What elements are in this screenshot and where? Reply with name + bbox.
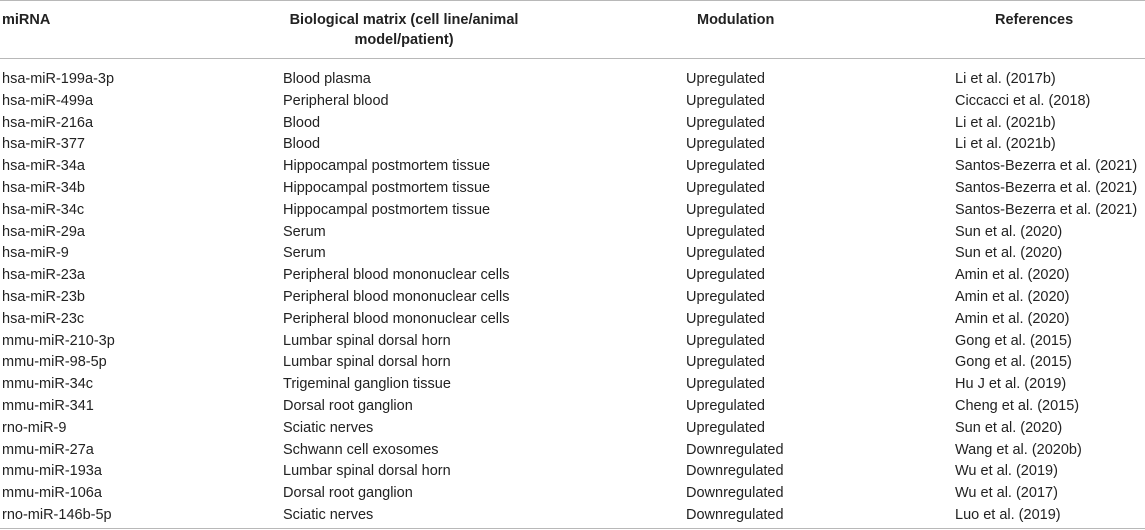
cell-mirna: hsa-miR-29a	[2, 223, 85, 240]
cell-reference: Ciccacci et al. (2018)	[955, 92, 1091, 109]
cell-modulation: Upregulated	[686, 114, 765, 131]
cell-mirna: mmu-miR-210-3p	[2, 332, 115, 349]
cell-biological-matrix: Lumbar spinal dorsal horn	[283, 332, 451, 349]
cell-modulation: Upregulated	[686, 92, 765, 109]
cell-biological-matrix: Dorsal root ganglion	[283, 397, 413, 414]
cell-mirna: hsa-miR-199a-3p	[2, 71, 115, 87]
cell-reference: Luo et al. (2019)	[955, 506, 1061, 523]
cell-modulation: Upregulated	[686, 179, 765, 196]
cell-biological-matrix: Dorsal root ganglion	[283, 485, 413, 502]
cell-modulation: Upregulated	[686, 71, 765, 87]
cell-modulation: Upregulated	[686, 267, 765, 284]
cell-mirna: mmu-miR-193a	[2, 463, 102, 480]
cell-biological-matrix: Blood	[283, 114, 321, 131]
cell-modulation: Upregulated	[686, 158, 765, 175]
cell-reference: Santos-Bezerra et al. (2021)	[955, 179, 1138, 196]
table-row	[0, 352, 1145, 374]
cell-reference: Santos-Bezerra et al. (2021)	[955, 201, 1138, 218]
cell-biological-matrix: Schwann cell exosomes	[283, 441, 439, 458]
header-references: References	[995, 12, 1074, 28]
cell-modulation: Downregulated	[686, 506, 784, 523]
cell-modulation: Upregulated	[686, 354, 765, 371]
header-biological-matrix: Biological matrix (cell line/animal model/patient)	[289, 12, 519, 48]
header-divider-rule	[0, 58, 1145, 59]
cell-modulation: Upregulated	[686, 201, 765, 218]
cell-modulation: Downregulated	[686, 441, 784, 458]
cell-biological-matrix: Sciatic nerves	[283, 506, 374, 523]
cell-modulation: Upregulated	[686, 397, 765, 414]
header-modulation: Modulation	[697, 12, 775, 28]
cell-modulation: Upregulated	[686, 310, 765, 327]
cell-reference: Wu et al. (2017)	[955, 485, 1058, 502]
cell-biological-matrix: Hippocampal postmortem tissue	[283, 179, 491, 196]
table-row	[0, 69, 1145, 91]
cell-reference: Gong et al. (2015)	[955, 354, 1072, 371]
cell-mirna: mmu-miR-34c	[2, 376, 94, 393]
table-body	[0, 69, 1145, 527]
cell-mirna: hsa-miR-23c	[2, 310, 85, 327]
table-row	[0, 309, 1145, 331]
table-row	[0, 243, 1145, 265]
table-row	[0, 483, 1145, 505]
cell-modulation: Upregulated	[686, 245, 765, 262]
table-row	[0, 440, 1145, 462]
table-row	[0, 200, 1145, 222]
cell-biological-matrix: Serum	[283, 245, 326, 262]
cell-biological-matrix: Lumbar spinal dorsal horn	[283, 354, 451, 371]
cell-reference: Sun et al. (2020)	[955, 419, 1063, 436]
cell-reference: Gong et al. (2015)	[955, 332, 1072, 349]
table-row	[0, 418, 1145, 440]
cell-modulation: Upregulated	[686, 223, 765, 240]
table-row	[0, 91, 1145, 113]
cell-reference: Amin et al. (2020)	[955, 288, 1070, 305]
cell-reference: Hu J et al. (2019)	[955, 376, 1067, 393]
cell-reference: Li et al. (2017b)	[955, 71, 1056, 87]
cell-mirna: mmu-miR-106a	[2, 485, 102, 502]
cell-mirna: hsa-miR-34b	[2, 179, 85, 196]
cell-biological-matrix: Peripheral blood	[283, 92, 389, 109]
cell-biological-matrix: Hippocampal postmortem tissue	[283, 201, 491, 218]
table-row	[0, 113, 1145, 135]
cell-biological-matrix: Blood	[283, 136, 321, 153]
cell-biological-matrix: Sciatic nerves	[283, 419, 374, 436]
cell-mirna: mmu-miR-341	[2, 397, 94, 414]
table-row	[0, 396, 1145, 418]
cell-reference: Cheng et al. (2015)	[955, 397, 1080, 414]
cell-mirna: hsa-miR-9	[2, 245, 69, 262]
cell-biological-matrix: Peripheral blood mononuclear cells	[283, 288, 510, 305]
table-row	[0, 134, 1145, 156]
cell-mirna: rno-miR-9	[2, 419, 67, 436]
table-row	[0, 374, 1145, 396]
cell-mirna: hsa-miR-34c	[2, 201, 85, 218]
cell-reference: Li et al. (2021b)	[955, 136, 1056, 153]
cell-modulation: Upregulated	[686, 136, 765, 153]
cell-mirna: hsa-miR-23a	[2, 267, 85, 284]
cell-biological-matrix: Peripheral blood mononuclear cells	[283, 310, 510, 327]
table-row	[0, 505, 1145, 527]
table-row	[0, 461, 1145, 483]
cell-mirna: hsa-miR-216a	[2, 114, 94, 131]
cell-biological-matrix: Blood plasma	[283, 71, 371, 87]
cell-modulation: Upregulated	[686, 288, 765, 305]
cell-modulation: Upregulated	[686, 332, 765, 349]
table-row	[0, 265, 1145, 287]
table-row	[0, 287, 1145, 309]
header-mirna: miRNA	[2, 12, 51, 28]
table-row	[0, 156, 1145, 178]
cell-reference: Santos-Bezerra et al. (2021)	[955, 158, 1138, 175]
cell-modulation: Upregulated	[686, 419, 765, 436]
cell-reference: Wang et al. (2020b)	[955, 441, 1082, 458]
cell-biological-matrix: Serum	[283, 223, 326, 240]
cell-biological-matrix: Lumbar spinal dorsal horn	[283, 463, 451, 480]
cell-modulation: Downregulated	[686, 485, 784, 502]
cell-biological-matrix: Peripheral blood mononuclear cells	[283, 267, 510, 284]
table-row	[0, 331, 1145, 353]
cell-modulation: Downregulated	[686, 463, 784, 480]
cell-mirna: hsa-miR-34a	[2, 158, 85, 175]
cell-mirna: rno-miR-146b-5p	[2, 506, 112, 523]
cell-modulation: Upregulated	[686, 376, 765, 393]
cell-reference: Sun et al. (2020)	[955, 223, 1063, 240]
table-row	[0, 178, 1145, 200]
cell-reference: Sun et al. (2020)	[955, 245, 1063, 262]
cell-reference: Li et al. (2021b)	[955, 114, 1056, 131]
cell-mirna: mmu-miR-98-5p	[2, 354, 107, 371]
cell-biological-matrix: Trigeminal ganglion tissue	[283, 376, 451, 393]
cell-reference: Wu et al. (2019)	[955, 463, 1058, 480]
cell-reference: Amin et al. (2020)	[955, 267, 1070, 284]
table-row	[0, 222, 1145, 244]
table-top-rule	[0, 0, 1145, 1]
cell-mirna: hsa-miR-23b	[2, 288, 85, 305]
cell-reference: Amin et al. (2020)	[955, 310, 1070, 327]
cell-mirna: hsa-miR-499a	[2, 92, 94, 109]
cell-mirna: hsa-miR-377	[2, 136, 85, 153]
cell-biological-matrix: Hippocampal postmortem tissue	[283, 158, 491, 175]
table-bottom-rule	[0, 528, 1145, 529]
cell-mirna: mmu-miR-27a	[2, 441, 94, 458]
